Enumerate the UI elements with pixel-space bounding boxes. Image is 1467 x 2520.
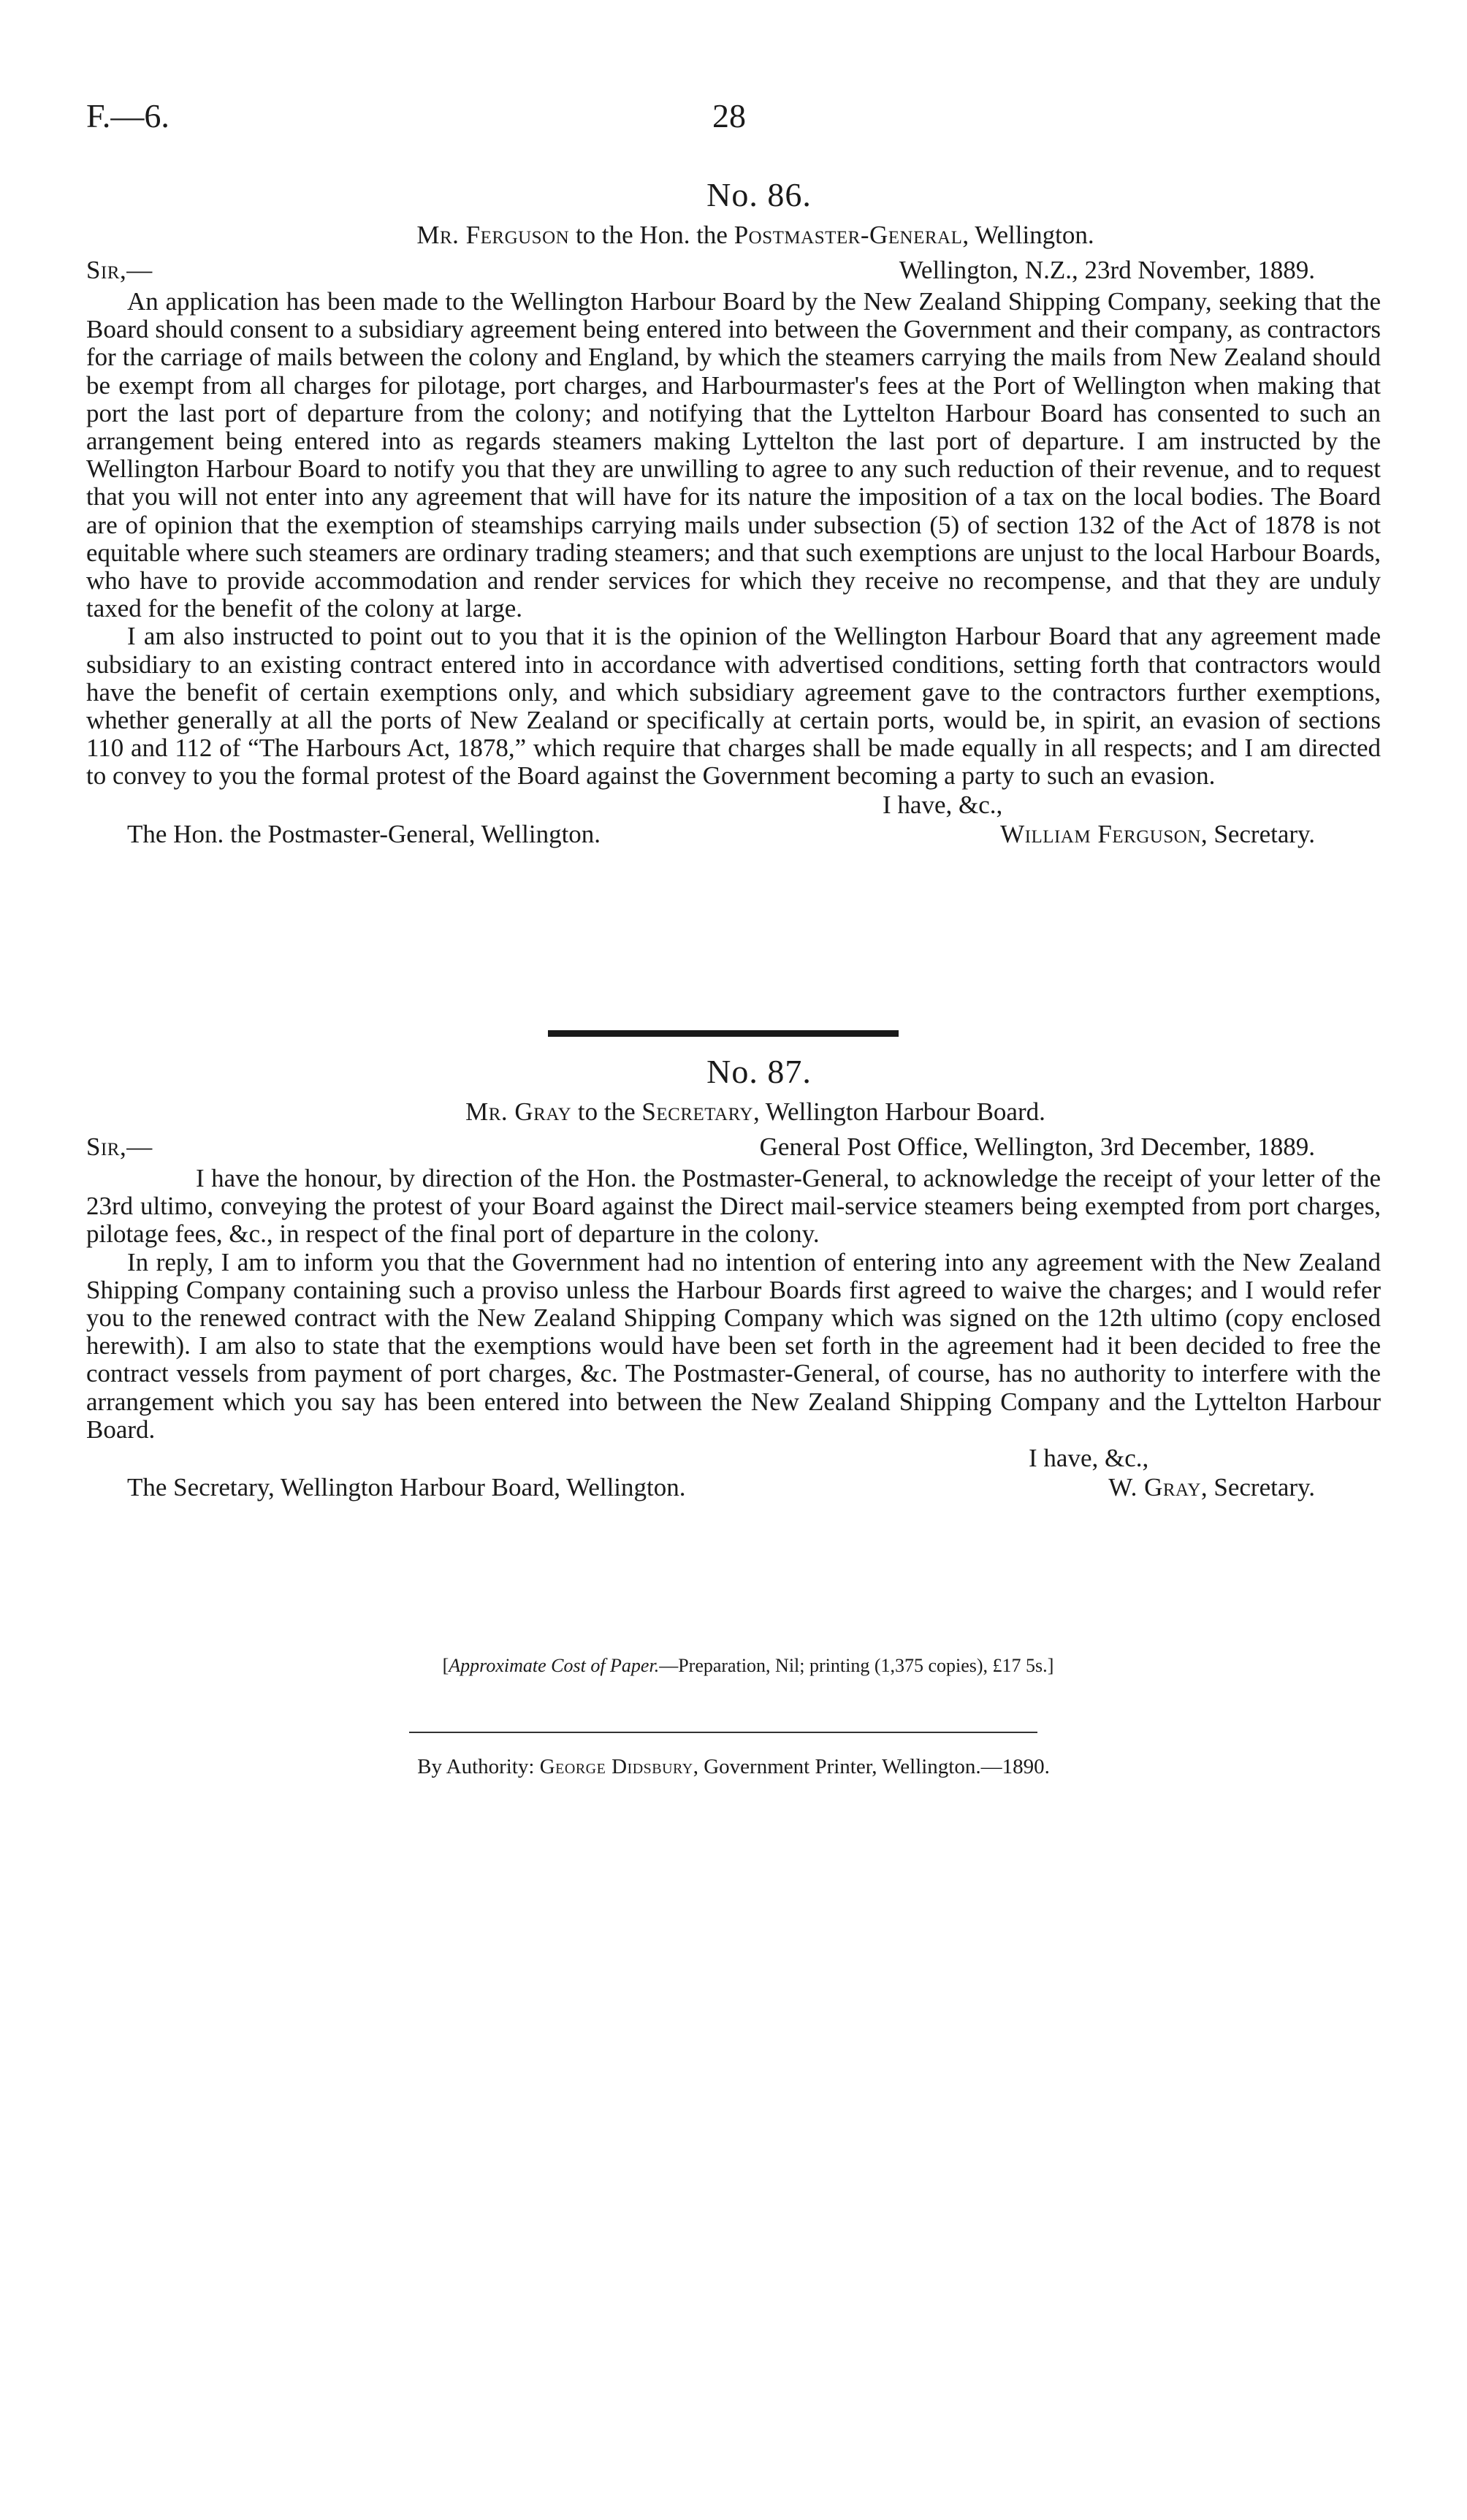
section-divider <box>548 1030 899 1037</box>
page-header <box>0 96 1467 140</box>
letter-recipient: Postmaster-General <box>734 221 963 249</box>
closing: I have, &c., <box>1029 1444 1149 1473</box>
letter-number: No. 87. <box>706 1053 812 1090</box>
body-paragraph: An application has been made to the Wellington Harbour Board by the New Zealand Shipping Company, seeking that the Board should consent to a subsidiary agreement being entered into between the Government and their company, as contractors for the carriage of mails between the colony and England, by which the steamers carrying the mails from New Zealand should be exempt from all charges for pilotage, port charges, and Harbourmaster's fees at the Port of Wellington when making that port the last port of departure from the colony; and notifying that the Lyttelton Harbour Board has consented to such an arrangement being entered into as regards steamers making Lyttelton the last port of departure. I am instructed by the Wellington Harbour Board to notify you that they are unwilling to agree to any such reduction of their revenue, and to request that you will not enter into any agreement that will have for its nature the imposition of a tax on the local bodies. The Board are of opinion that the exemption of steamships carrying mails under subsection (5) of section 132 of the Act of 1878 is not equitable where such steamers are ordinary trading steamers; and that such exemptions are unjust to the local Harbour Boards, who have to provide accommodation and render services for which they receive no recompense, and that they are unduly taxed for the benefit of the colony at large. <box>86 287 1381 623</box>
signature-row <box>86 1473 1381 1502</box>
cost-text: —Preparation, Nil; printing (1,375 copies), £17 5s. <box>659 1655 1048 1676</box>
page-number: 28 <box>712 97 746 134</box>
footer-rule <box>409 1732 1037 1733</box>
signature-name: W. Gray <box>1108 1473 1201 1502</box>
letter-86 <box>86 175 1381 849</box>
place-date: Wellington, N.Z., 23rd November, 1889. <box>899 256 1315 284</box>
letter-87 <box>86 1052 1381 1502</box>
signature <box>1108 1473 1315 1502</box>
authority-prefix: By Authority: <box>417 1755 540 1778</box>
place-date: General Post Office, Wellington, 3rd December, 1889. <box>759 1133 1315 1161</box>
cost-note: [Approximate Cost of Paper.—Preparation, Nil; printing (1,375 copies), £17 5s.] <box>442 1655 1054 1676</box>
closing-row <box>86 791 1381 820</box>
addressee: The Hon. the Postmaster-General, Wellington. <box>127 819 601 848</box>
signature-row <box>86 820 1381 849</box>
printer-suffix: , Government Printer, Wellington.—1890. <box>693 1755 1050 1778</box>
body-paragraph: In reply, I am to inform you that the Government had no intention of entering into any agreement with the New Zealand Shipping Company containing such a proviso unless the Harbour Boards first agreed to waive the charges; and I would refer you to the renewed contract with the New Zealand Shipping Company which was signed on the 12th ultimo (copy enclosed herewith). I am also to state that the exemptions would have been set forth in the agreement had it been decided to free the contract vessels from payment of port charges, &c. The Postmaster-General, of course, has no authority to interfere with the arrangement which you say has been entered into between the New Zealand Shipping Company and the Lyttelton Harbour Board. <box>86 1247 1381 1444</box>
printer-name: George Didsbury <box>539 1755 693 1778</box>
body-paragraph: I have the honour, by direction of the Hon. the Postmaster-General, to acknowledge the receipt of your letter of the 23rd ultimo, conveying the protest of your Board against the Direct mail-service steamers being exempted from port charges, pilotage fees, &c., in respect of the final port of departure in the colony. <box>86 1164 1381 1249</box>
letter-heading <box>86 221 1381 250</box>
letter-recipient: Secretary <box>641 1097 753 1126</box>
signature-title: , Secretary. <box>1200 819 1315 848</box>
closing-row <box>86 1444 1381 1473</box>
recipient-place: , Wellington. <box>962 221 1094 249</box>
salutation-row <box>86 256 1381 288</box>
heading-connector: to the Hon. the <box>575 221 728 249</box>
closing: I have, &c., <box>883 790 1003 819</box>
salutation: Sir,— <box>86 256 153 284</box>
letter-heading <box>86 1097 1381 1127</box>
salutation: Sir,— <box>86 1133 153 1161</box>
body-paragraph: I am also instructed to point out to you that it is the opinion of the Wellington Harbour Board that any agreement made subsidiary to an existing contract entered into in accordance with advertised conditions, setting forth that contractors would have the benefit of certain exemptions only, and which subsidiary agreement gave to the contractors further exemptions, whether generally at all the ports of New Zealand or specifically at certain ports, would be, in spirit, an evasion of sections 110 and 112 of “The Harbours Act, 1878,” which require that charges shall be made equally in all respects; and I am directed to convey to you the formal protest of the Board against the Government becoming a party to such an evasion. <box>86 622 1381 791</box>
letter-number: No. 86. <box>706 176 812 213</box>
letter-sender: Mr. Gray <box>465 1097 572 1126</box>
signature-title: , Secretary. <box>1200 1473 1315 1502</box>
printer-imprint <box>0 1755 1467 1779</box>
recipient-place: , Wellington Harbour Board. <box>752 1097 1045 1126</box>
letter-sender: Mr. Ferguson <box>416 221 570 249</box>
heading-connector: to the <box>577 1097 636 1126</box>
addressee: The Secretary, Wellington Harbour Board, Wellington. <box>127 1473 686 1502</box>
cost-label: Approximate Cost of Paper. <box>449 1655 660 1676</box>
signature <box>1000 820 1315 849</box>
signature-name: William Ferguson <box>1000 819 1201 848</box>
salutation-row <box>86 1133 1381 1165</box>
document-code: F.—6. <box>86 97 169 134</box>
